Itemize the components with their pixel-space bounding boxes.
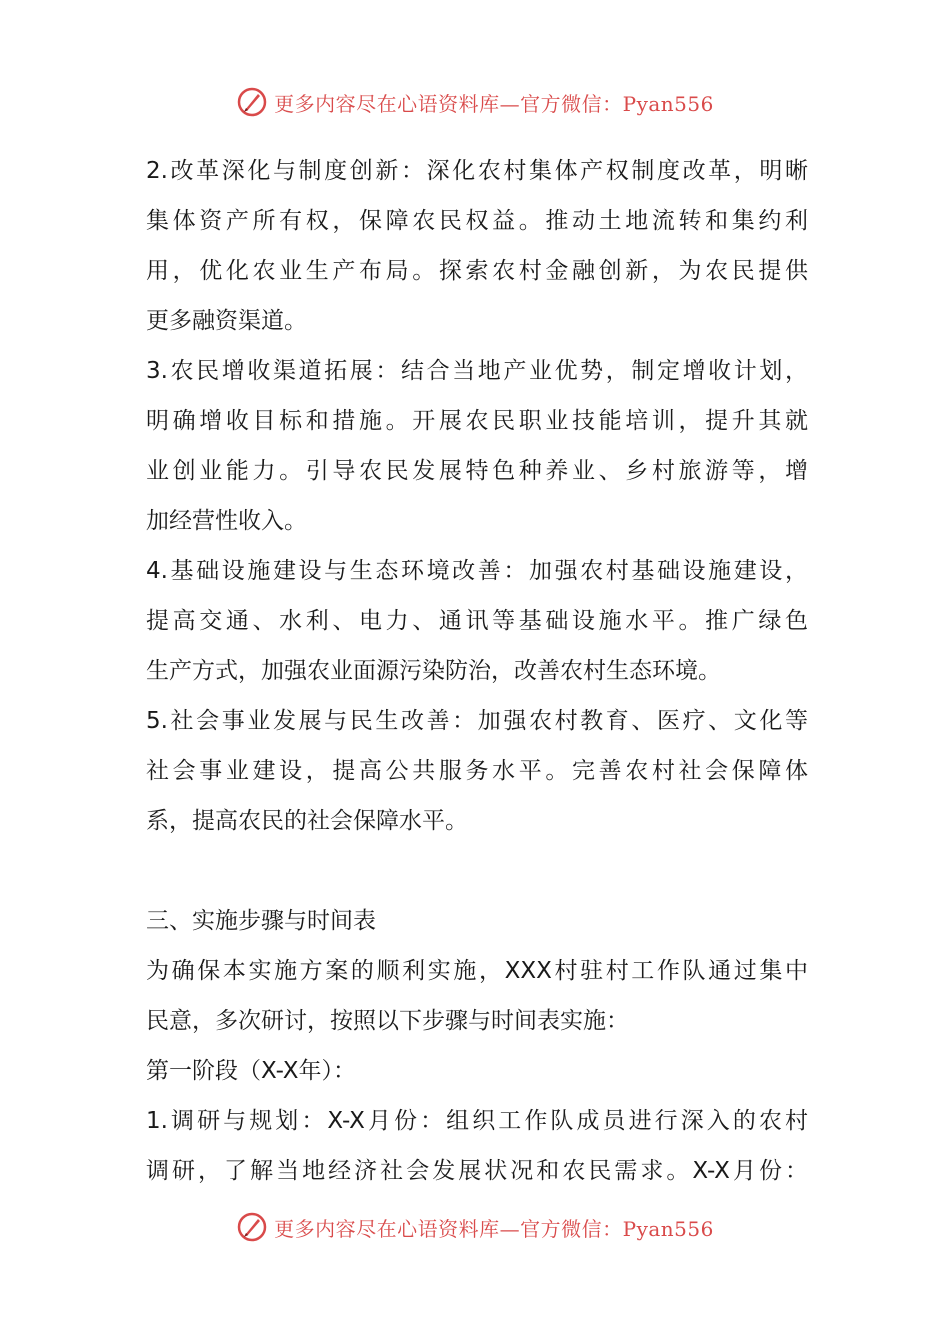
text-line: 2.改革深化与制度创新：深化农村集体产权制度改革，明晰 <box>146 158 808 184</box>
header-watermark <box>0 86 950 118</box>
text-line: 三、实施步骤与时间表 <box>146 908 376 934</box>
blank-line <box>146 846 808 896</box>
text-line: 社会事业建设，提高公共服务水平。完善农村社会保障体 <box>146 758 808 784</box>
text-line: 3.农民增收渠道拓展：结合当地产业优势，制定增收计划， <box>146 358 808 384</box>
document-body <box>146 146 808 1196</box>
text-line: 5.社会事业发展与民生改善：加强农村教育、医疗、文化等 <box>146 708 808 734</box>
footer-watermark <box>0 1211 950 1243</box>
quill-logo-icon <box>236 1211 268 1243</box>
text-line: 第一阶段（X-X年）： <box>146 1058 357 1084</box>
text-line: 用，优化农业生产布局。探索农村金融创新，为农民提供 <box>146 258 808 284</box>
text-line: 加经营性收入。 <box>146 508 307 534</box>
text-line: 明确增收目标和措施。开展农民职业技能培训，提升其就 <box>146 408 808 434</box>
text-line: 调研，了解当地经济社会发展状况和农民需求。X-X月份： <box>146 1158 808 1184</box>
text-line: 提高交通、水利、电力、通讯等基础设施水平。推广绿色 <box>146 608 808 634</box>
text-line: 集体资产所有权，保障农民权益。推动土地流转和集约利 <box>146 208 808 234</box>
text-line: 民意，多次研讨，按照以下步骤与时间表实施： <box>146 1008 629 1034</box>
watermark-text: 更多内容尽在心语资料库—官方微信：Pyan556 <box>274 1216 714 1241</box>
watermark-text: 更多内容尽在心语资料库—官方微信：Pyan556 <box>274 91 714 116</box>
text-line: 4.基础设施建设与生态环境改善：加强农村基础设施建设， <box>146 558 808 584</box>
text-line: 生产方式，加强农业面源污染防治，改善农村生态环境。 <box>146 658 721 684</box>
text-line: 1.调研与规划：X-X月份：组织工作队成员进行深入的农村 <box>146 1108 808 1134</box>
quill-logo-icon <box>236 86 268 118</box>
text-line: 更多融资渠道。 <box>146 308 307 334</box>
text-line: 为确保本实施方案的顺利实施，XXX村驻村工作队通过集中 <box>146 958 808 984</box>
text-line: 业创业能力。引导农民发展特色种养业、乡村旅游等，增 <box>146 458 808 484</box>
text-line: 系，提高农民的社会保障水平。 <box>146 808 468 834</box>
